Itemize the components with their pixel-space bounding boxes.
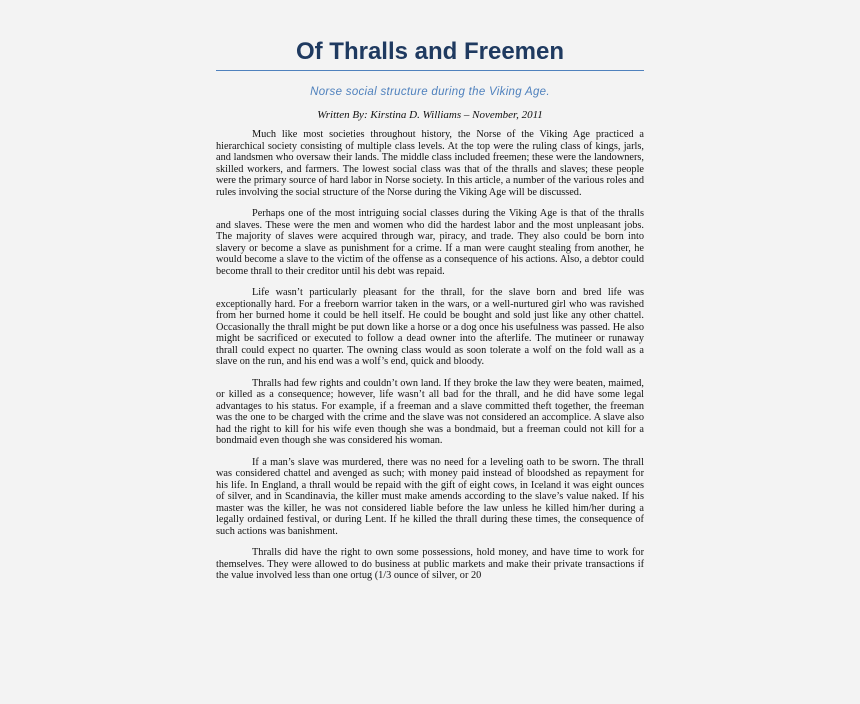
paragraph: Much like most societies throughout history, the Norse of the Viking Age practiced a hierarchical society consisting of multiple class levels. At the top were the ruling class of kings, jarls, and landsmen who oversaw their lands. The middle class included freemen; these were the landowners, skilled workers, and farmers. The lowest social class was that of the thralls and slaves; these people were the primary source of hard labor in Norse society. In this article, a number of the various roles and rules involving the social structure of the Norse during the Viking Age will be discussed. (216, 129, 644, 198)
paragraph: Thralls did have the right to own some possessions, hold money, and have time to work for themselves. They were allowed to do business at public markets and make their private transactions if the value involved less than one ortug (1/3 ounce of silver, or 20 (216, 547, 644, 581)
paragraph: If a man’s slave was murdered, there was no need for a leveling oath to be sworn. The thrall was considered chattel and avenged as such; with money paid instead of bloodshed as repayment for his life. In England, a thrall would be repaid with the gift of eight cows, in Iceland it was eight ounces of silver, and in Scandinavia, the killer must make amends according to the slave’s value naked. If his master was the killer, he was not considered liable before the law unless he killed him/her during a legally ordained festival, or during Lent. If he killed the thrall during these times, the consequence of such actions was banishment. (216, 456, 644, 537)
article-body (216, 129, 644, 582)
article (216, 36, 644, 592)
paragraph: Life wasn’t particularly pleasant for the thrall, for the slave born and bred life was exceptionally hard. For a freeborn warrior taken in the wars, or a well-nurtured girl who was ravished from her burned home it could be hell itself. He could be bought and sold just like any other chattel. Occasionally the thrall might be put down like a horse or a dog once his usefulness was passed. He also might be sacrificed or executed to follow a dead owner into the afterlife. The mutineer or runaway thrall could expect no quarter. The owning class would as soon tolerate a wolf on the fold wall as a slave on the run, and his end was a wolf’s end, quick and bloody. (216, 287, 644, 367)
paragraph: Perhaps one of the most intriguing social classes during the Viking Age is that of the thralls and slaves. These were the men and women who did the hardest labor and the most unpleasant jobs. The majority of slaves were acquired through war, piracy, and trade. They also could be born into slavery or become a slave as punishment for a crime. If a man were caught stealing from another, he would become a slave to the victim of the offense as a consequence of his actions. Also, a debtor could become thrall to their creditor until his debt was repaid. (216, 208, 644, 277)
article-byline: Written By: Kirstina D. Williams – November, 2011 (317, 109, 543, 121)
article-title: Of Thralls and Freemen (216, 36, 644, 71)
article-subtitle: Norse social structure during the Viking Age. (310, 86, 550, 98)
paragraph: Thralls had few rights and couldn’t own land. If they broke the law they were beaten, maimed, or killed as a consequence; however, life wasn’t all bad for the thrall, and he did have some legal advantages to his status. For example, if a freeman and a slave committed theft together, the freeman was the one to be charged with the crime and the slave was not considered an accomplice. A slave also had the right to kill for his wife even though she was a bondmaid, but a freeman could not kill for a bondmaid even though she was considered his woman. (216, 377, 644, 446)
